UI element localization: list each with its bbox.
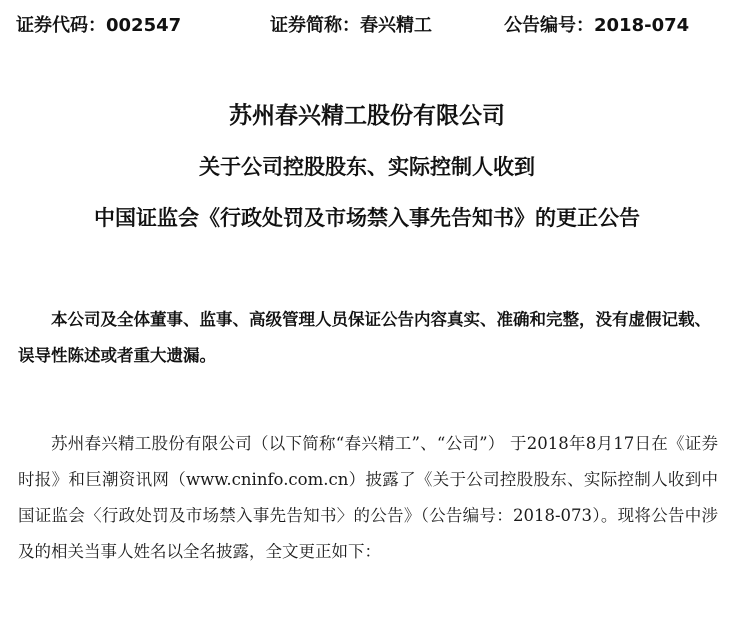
announcement-header xyxy=(0,6,734,46)
security-code: 证券代码：002547 xyxy=(16,15,182,36)
body-paragraph: 苏州春兴精工股份有限公司（以下简称“春兴精工”、“公司”） 于2018年8月17日在《证券时报》和巨潮资讯网（www.cninfo.com.cn）披露了《关于公司控股股东、实际控制人收到中国证监会〈行政处罚及市场禁入事先告知书〉的公告》（公告编号：2018-073）。现将公告中涉及的相关当事人姓名以全名披露，全文更正如下： xyxy=(18,434,718,561)
board-guarantee-statement: 本公司及全体董事、监事、高级管理人员保证公告内容真实、准确和完整，没有虚假记载、误导性陈述或者重大遗漏。 xyxy=(18,310,711,365)
security-abbreviation: 证券简称：春兴精工 xyxy=(270,15,432,36)
announcement-number: 公告编号：2018-074 xyxy=(504,15,690,36)
announcement-title-line-1: 关于公司控股股东、实际控制人收到 xyxy=(199,155,535,179)
announcement-title-line-2: 中国证监会《行政处罚及市场禁入事先告知书》的更正公告 xyxy=(94,206,640,230)
company-name-title: 苏州春兴精工股份有限公司 xyxy=(229,103,505,129)
